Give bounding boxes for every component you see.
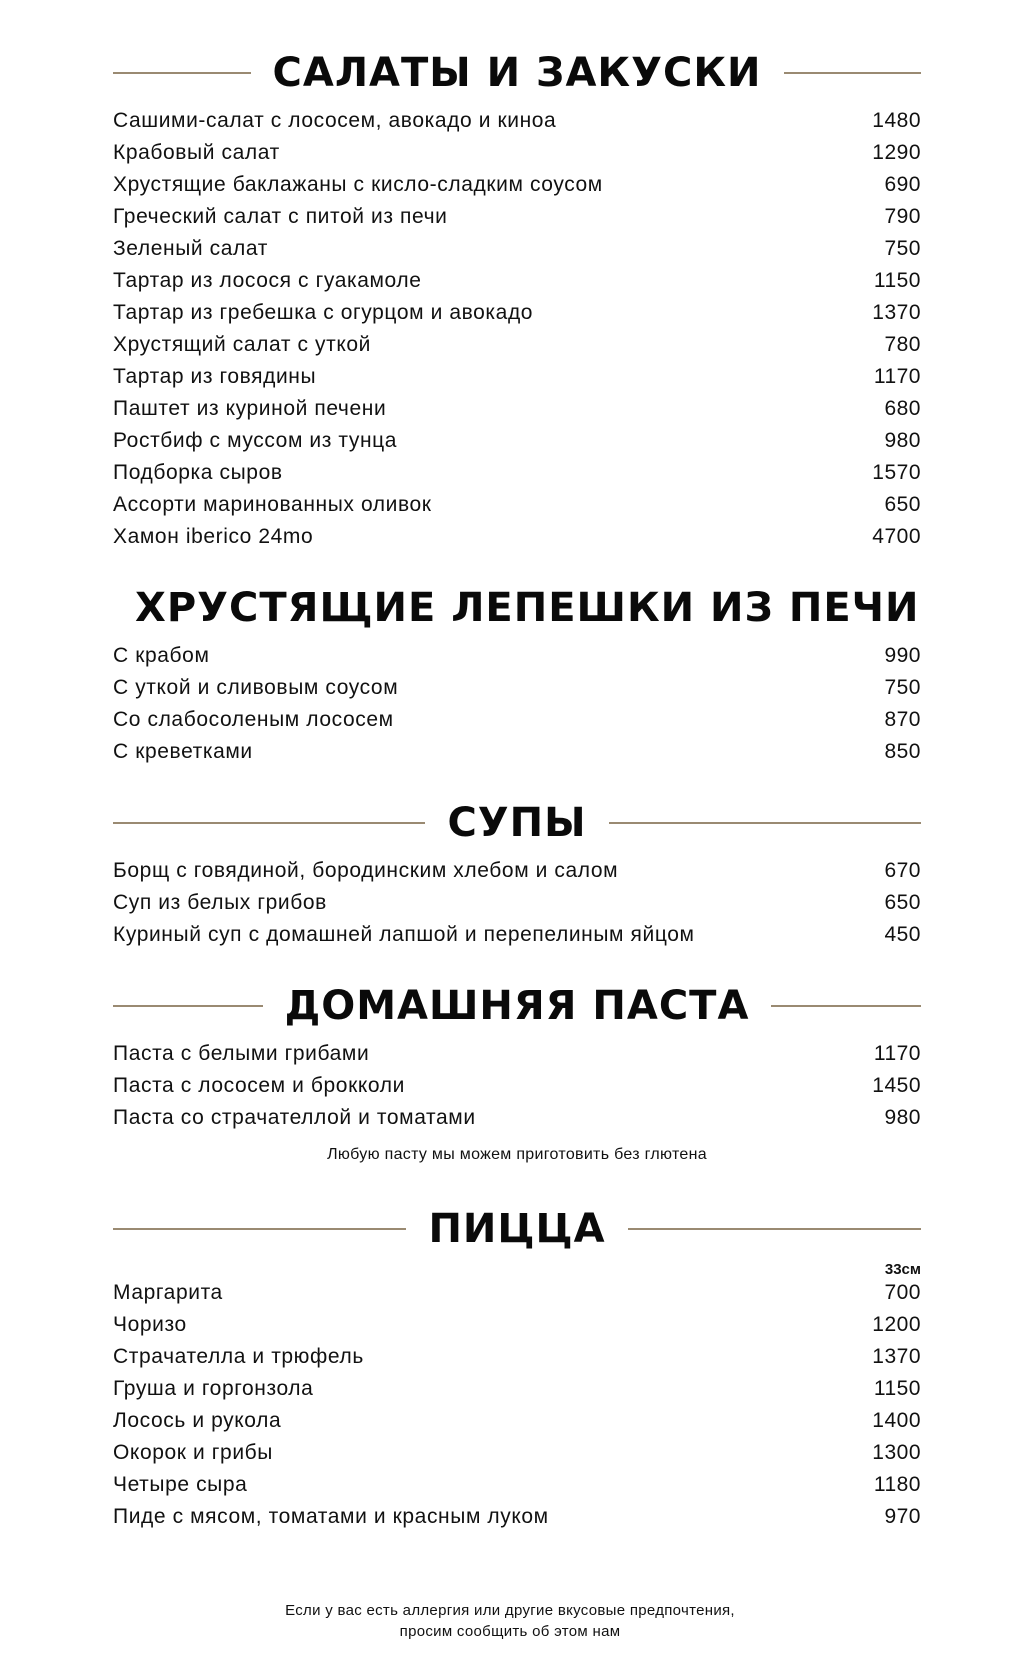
item-name: Борщ с говядиной, бородинским хлебом и салом: [113, 859, 619, 882]
item-price: 1570: [872, 461, 921, 484]
menu-item: [113, 1281, 921, 1313]
item-name: С креветками: [113, 740, 253, 763]
item-name: Тартар из говядины: [113, 365, 317, 388]
heading-rule-right: [628, 1228, 921, 1230]
heading-rule-left: [113, 1005, 263, 1007]
menu-items: [113, 644, 921, 772]
section-heading-row: [113, 580, 921, 636]
item-name: Хрустящие баклажаны с кисло-сладким соусом: [113, 173, 603, 196]
item-price: 1150: [873, 1377, 921, 1400]
item-name: Хамон iberico 24mo: [113, 525, 314, 548]
menu-item: [113, 1441, 921, 1473]
menu-item: [113, 365, 921, 397]
section-title: ПИЦЦА: [428, 1206, 606, 1252]
menu-item: [113, 205, 921, 237]
item-price: 1170: [873, 1042, 921, 1065]
section-heading-row: [113, 795, 921, 851]
menu-item: [113, 109, 921, 141]
menu-item: [113, 676, 921, 708]
item-price: 1180: [873, 1473, 921, 1496]
menu-item: [113, 859, 921, 891]
item-price: 1200: [872, 1313, 921, 1336]
heading-rule-left: [113, 72, 251, 74]
item-name: Ассорти маринованных оливок: [113, 493, 432, 516]
item-price: 1400: [872, 1409, 921, 1432]
menu-item: [113, 891, 921, 923]
item-price: 1150: [873, 269, 921, 292]
menu-item: [113, 1473, 921, 1505]
menu-item: [113, 1106, 921, 1138]
menu-items: [113, 1042, 921, 1138]
menu-item: [113, 397, 921, 429]
item-price: 1300: [872, 1441, 921, 1464]
item-price: 850: [884, 740, 921, 763]
menu-item: [113, 269, 921, 301]
item-name: Со слабосоленым лососем: [113, 708, 394, 731]
footer-line-1: Если у вас есть аллергия или другие вкусовые предпочтения,: [285, 1602, 735, 1619]
menu-item: [113, 740, 921, 772]
heading-rule-right: [784, 72, 922, 74]
section-title: ДОМАШНЯЯ ПАСТА: [284, 983, 750, 1029]
heading-rule-left: [113, 822, 425, 824]
menu-item: [113, 1377, 921, 1409]
item-price: 1290: [872, 141, 921, 164]
menu-item: [113, 708, 921, 740]
item-name: Паста с белыми грибами: [113, 1042, 370, 1065]
menu-item: [113, 1345, 921, 1377]
section-pasta: [113, 978, 921, 1164]
item-name: Ростбиф с муссом из тунца: [113, 429, 398, 452]
item-price: 680: [884, 397, 921, 420]
item-name: Суп из белых грибов: [113, 891, 327, 914]
item-price: 690: [884, 173, 921, 196]
item-name: Четыре сыра: [113, 1473, 248, 1496]
menu-item: [113, 173, 921, 205]
item-name: Зеленый салат: [113, 237, 268, 260]
item-name: Паста с лососем и брокколи: [113, 1074, 405, 1097]
item-name: Крабовый салат: [113, 141, 280, 164]
section-soups: [113, 795, 921, 955]
item-price: 790: [884, 205, 921, 228]
item-price: 700: [884, 1281, 921, 1304]
item-price: 450: [884, 923, 921, 946]
item-price: 990: [884, 644, 921, 667]
menu-item: [113, 301, 921, 333]
menu-items: [113, 859, 921, 955]
section-salads: [113, 45, 921, 557]
menu-items: [113, 1281, 921, 1537]
menu-item: [113, 493, 921, 525]
item-name: Окорок и грибы: [113, 1441, 273, 1464]
item-name: С крабом: [113, 644, 210, 667]
item-name: Тартар из лосося с гуакамоле: [113, 269, 422, 292]
item-price: 1370: [872, 1345, 921, 1368]
item-price: 980: [884, 1106, 921, 1129]
menu-item: [113, 237, 921, 269]
item-price: 1450: [872, 1074, 921, 1097]
section-title: ХРУСТЯЩИЕ ЛЕПЕШКИ ИЗ ПЕЧИ: [135, 585, 920, 631]
section-title: САЛАТЫ И ЗАКУСКИ: [272, 50, 762, 96]
item-name: Подборка сыров: [113, 461, 283, 484]
item-name: Паштет из куриной печени: [113, 397, 387, 420]
footer-line-2: просим сообщить об этом нам: [399, 1623, 621, 1640]
item-price: 650: [884, 493, 921, 516]
item-name: Страчателла и трюфель: [113, 1345, 364, 1368]
item-price: 780: [884, 333, 921, 356]
item-price: 1170: [873, 365, 921, 388]
section-heading-row: [113, 1201, 921, 1257]
heading-rule-left: [113, 1228, 406, 1230]
item-name: Паста со страчателлой и томатами: [113, 1106, 476, 1129]
menu-item: [113, 1313, 921, 1345]
menu-item: [113, 644, 921, 676]
gluten-free-note: Любую пасту мы можем приготовить без глютена: [327, 1146, 707, 1163]
menu-item: [113, 1409, 921, 1441]
item-name: Маргарита: [113, 1281, 223, 1304]
item-price: 670: [884, 859, 921, 882]
item-name: Груша и горгонзола: [113, 1377, 314, 1400]
menu-item: [113, 333, 921, 365]
item-price: 870: [884, 708, 921, 731]
heading-rule-right: [771, 1005, 921, 1007]
menu-item: [113, 525, 921, 557]
section-pizza: [113, 1201, 921, 1537]
item-name: Тартар из гребешка с огурцом и авокадо: [113, 301, 534, 324]
item-price: 1370: [872, 301, 921, 324]
menu-item: [113, 429, 921, 461]
item-name: Пиде с мясом, томатами и красным луком: [113, 1505, 549, 1528]
menu-item: [113, 141, 921, 173]
item-name: Чоризо: [113, 1313, 187, 1336]
item-price: 750: [884, 237, 921, 260]
section-flatbreads: [113, 580, 921, 772]
menu-item: [113, 923, 921, 955]
pizza-size-label: 33см: [884, 1261, 921, 1278]
item-name: Куриный суп с домашней лапшой и перепелиным яйцом: [113, 923, 695, 946]
item-price: 1480: [872, 109, 921, 132]
allergy-footer: [0, 1600, 1020, 1642]
menu-items: [113, 109, 921, 557]
heading-rule-right: [609, 822, 921, 824]
section-heading-row: [113, 45, 921, 101]
item-name: Хрустящий салат с уткой: [113, 333, 371, 356]
item-name: Сашими-салат с лососем, авокадо и киноа: [113, 109, 557, 132]
menu-item: [113, 1042, 921, 1074]
item-price: 4700: [872, 525, 921, 548]
menu-item: [113, 1074, 921, 1106]
item-name: Греческий салат с питой из печи: [113, 205, 448, 228]
section-heading-row: [113, 978, 921, 1034]
menu-item: [113, 1505, 921, 1537]
menu-item: [113, 461, 921, 493]
item-name: С уткой и сливовым соусом: [113, 676, 399, 699]
section-title: СУПЫ: [447, 800, 587, 846]
item-name: Лосось и рукола: [113, 1409, 282, 1432]
item-price: 980: [884, 429, 921, 452]
item-price: 750: [884, 676, 921, 699]
item-price: 650: [884, 891, 921, 914]
item-price: 970: [884, 1505, 921, 1528]
